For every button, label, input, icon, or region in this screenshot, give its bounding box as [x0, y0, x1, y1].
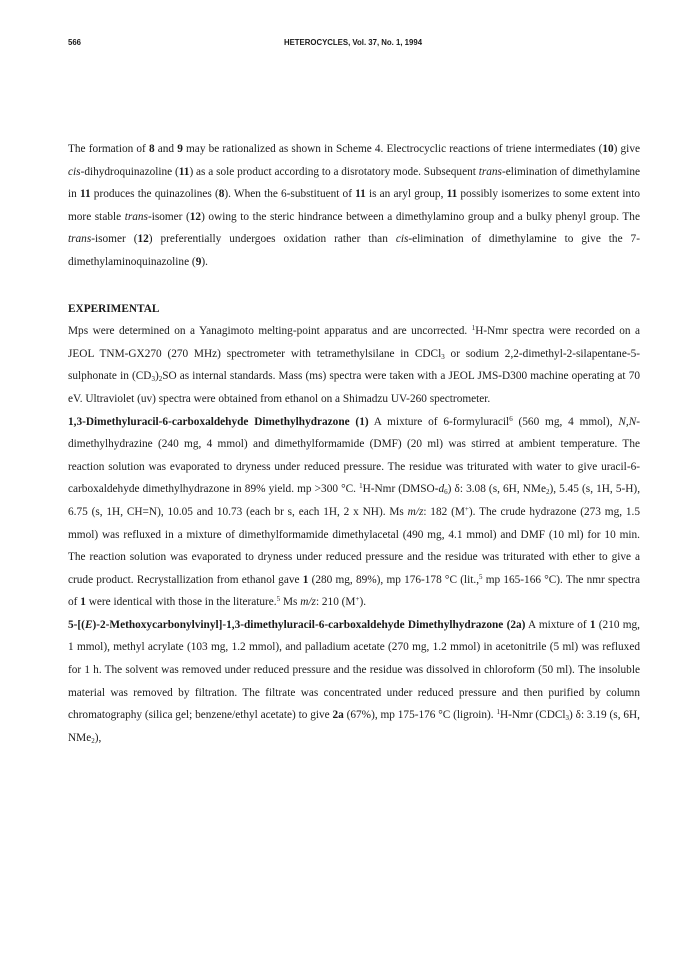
text: A mixture of: [525, 618, 590, 631]
text: ) δ: 3.19 (s, 6H, NMe: [68, 709, 640, 744]
compound-ref: 11: [446, 188, 458, 201]
spacer: [68, 274, 640, 298]
text: (280 mg, 89%), mp 176-178 °C (lit.,: [308, 573, 480, 586]
subscript: 3: [151, 375, 155, 384]
superscript: +: [464, 504, 469, 513]
compound-ref: 1: [589, 618, 596, 631]
subscript: 3: [441, 352, 445, 361]
text: -elimination of dimethylamine to give the 7-dimethylaminoquinazoline (: [68, 233, 640, 268]
italic-term: d: [438, 483, 445, 496]
text: SO as internal standards. Mass (ms) spectra were taken with a JEOL JMS-D300 machine operating at 70 eV. Ultraviolet (uv) spectra were obtained from ethanol on a Shimadzu UV-260 spectrometer.: [68, 370, 640, 405]
superscript: 1: [496, 708, 500, 717]
text: were identical with those in the literature.: [85, 596, 277, 609]
subscript: 3: [565, 714, 570, 723]
compound-ref: 8: [148, 143, 155, 155]
text: H-Nmr (CDCl: [499, 709, 566, 722]
paragraph-general-methods: [68, 320, 640, 410]
paragraph-compound-2a: [68, 614, 640, 750]
text: ) as a sole product according to a disrotatory mode. Subsequent: [189, 165, 479, 178]
text: -dihydroquinazoline (: [80, 165, 179, 178]
text: mp 165-166 °C). The nmr spectra of: [68, 573, 640, 609]
text: Ms: [280, 596, 301, 609]
reference-superscript: 6: [509, 414, 513, 423]
text: produces the quinazolines (: [90, 188, 219, 201]
compound-ref: 9: [195, 255, 202, 268]
text: (67%), mp 175-176 °C (ligroin).: [343, 709, 497, 722]
text: ) preferentially undergoes oxidation rather than: [148, 233, 396, 246]
compound-ref: 12: [189, 210, 202, 223]
text: ) owing to the steric hindrance between a dimethylamino group and a bulky phenyl group. The: [201, 210, 640, 223]
compound-ref: 10: [602, 143, 614, 155]
italic-term: trans: [68, 233, 92, 246]
italic-term: trans: [478, 165, 502, 178]
reference-superscript: 5: [479, 572, 483, 581]
text: ).: [359, 596, 367, 609]
italic-term: N,N: [618, 415, 637, 428]
text: A mixture of 6-formyluracil: [368, 415, 510, 428]
text: ). The crude hydrazone (273 mg, 1.5 mmol) was refluxed in a mixture of dimethylformamide dimethylacetal (490 mg, 4.1 mmol) and DMF (10 ml) for 10 min. The reaction solution was evaporated to dryness under reduced pressure and the residue was triturated with ether to give a crude product. Recrystallization from ethanol gave: [68, 505, 640, 586]
procedure-heading: 1,3-Dimethyluracil-6-carboxaldehyde Dimethylhydrazone (1): [68, 415, 369, 428]
text: (210 mg, 1 mmol), methyl acrylate (103 mg, 1.2 mmol), and palladium acetate (270 mg, 1.2 mmol) in acetonitrile (5 ml) was refluxed for 1 h. The solvent was removed under reduced pressure and the residue was dissolved in chloroform (50 ml). The insoluble material was removed by filtration. The filtrate was concentrated under reduced pressure and then purified by column chromatography (silica gel; benzene/ethyl acetate) to give: [68, 618, 640, 722]
compound-ref: 1: [302, 573, 309, 586]
subscript: 6: [444, 488, 448, 497]
text: -elimination of dimethylamine in: [68, 165, 640, 201]
superscript: 1: [359, 482, 363, 491]
subscript: 2: [545, 488, 550, 497]
paragraph-compound-1: [68, 411, 640, 614]
text: (560 mg, 4 mmol),: [512, 415, 619, 428]
compound-ref: 11: [79, 188, 91, 201]
text: ) δ: 3.08 (s, 6H, NMe: [447, 483, 546, 496]
text: may be rationalized as shown in Scheme 4. Electrocyclic reactions of triene intermediates (: [182, 143, 603, 155]
text: ), 5.45 (s, 1H, 5-H), 6.75 (s, 1H, CH=N), 10.05 and 10.73 (each br s, each 1H, 2 x NH). Ms: [68, 483, 641, 518]
text: H-Nmr spectra were recorded on a JEOL TNM-GX270 (270 MHz) spectrometer with tetramethylsilane in CDCl: [68, 325, 641, 360]
page-number: 566: [68, 38, 82, 47]
text: : 182 (M: [423, 505, 465, 518]
compound-ref: 11: [355, 188, 366, 201]
text: possibly isomerizes to some extent into more stable: [68, 188, 640, 223]
text: ) give: [613, 143, 640, 155]
compound-ref: 2a: [332, 709, 344, 722]
text: Mps were determined on a Yanagimoto melting-point apparatus and are uncorrected.: [68, 325, 472, 338]
procedure-heading: 5-[(: [68, 618, 85, 631]
superscript: 1: [471, 324, 476, 333]
text: The formation of: [68, 143, 149, 155]
paragraph-mechanism: [68, 138, 640, 274]
italic-term: m/z: [407, 505, 424, 518]
subscript: 2: [158, 375, 163, 384]
procedure-heading: )-2-Methoxycarbonylvinyl]-1,3-dimethyluracil-6-carboxaldehyde Dimethylhydrazone (2a): [92, 618, 526, 631]
article-body: [68, 138, 640, 749]
italic-term: trans: [124, 210, 148, 223]
text: ). When the 6-substituent of: [224, 188, 356, 201]
italic-term: m/z: [300, 596, 316, 609]
italic-term: cis: [395, 233, 409, 246]
superscript: +: [355, 595, 360, 604]
italic-term: cis: [68, 165, 81, 178]
reference-superscript: 5: [276, 595, 281, 604]
compound-ref: 11: [178, 165, 190, 178]
text: ),: [94, 731, 102, 744]
compound-ref: 9: [177, 143, 183, 155]
section-heading-experimental: EXPERIMENTAL: [68, 302, 160, 315]
text: or sodium 2,2-dimethyl-2-silapentane-5-sulphonate in (CD: [68, 347, 641, 383]
journal-citation: HETEROCYCLES, Vol. 37, No. 1, 1994: [283, 38, 423, 47]
text: ).: [201, 255, 208, 268]
compound-ref: 12: [137, 233, 149, 246]
text: -dimethylhydrazine (240 mg, 4 mmol) and dimethylformamide (DMF) (20 ml) was stirred at ambient temperature. The reaction solution was evaporated to dryness under reduced pressure. The residue was triturated with water to give uracil-6-carboxaldehyde dimethylhydrazone in 89% yield. mp >300 °C.: [68, 415, 641, 496]
italic-term: E: [84, 618, 93, 631]
text: and: [154, 143, 178, 155]
compound-ref: 1: [80, 596, 86, 609]
subscript: 2: [91, 736, 95, 745]
text: -isomer (: [91, 233, 138, 246]
text: ): [154, 370, 159, 383]
text: -isomer (: [147, 210, 190, 223]
text: is an aryl group,: [365, 188, 447, 201]
text: H-Nmr (DMSO-: [362, 483, 439, 496]
compound-ref: 8: [218, 188, 225, 201]
text: : 210 (M: [315, 596, 356, 609]
